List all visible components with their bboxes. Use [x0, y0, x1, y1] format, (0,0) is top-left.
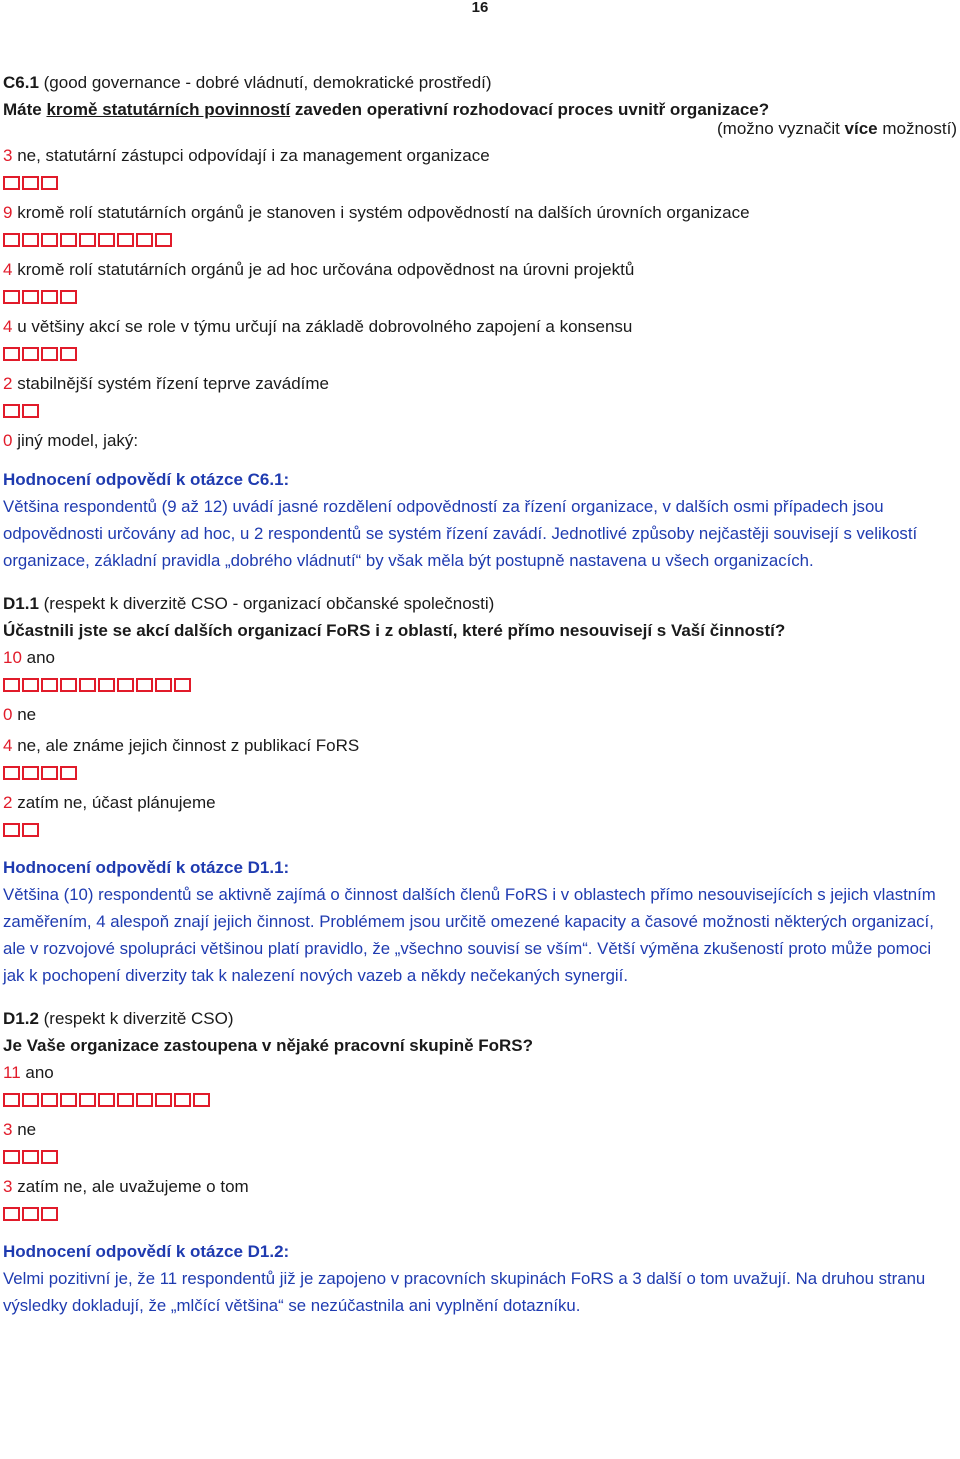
question-d12-header [3, 1005, 957, 1032]
evaluation-text: Velmi pozitivní je, že 11 respondentů již je zapojeno v pracovních skupinách FoRS a 3 další o tom uvažují. Na druhou stranu výsledky dokladují, že „mlčící většina“ se nezúčastnila ani vyplnění dotazníku. [3, 1269, 926, 1315]
answer-count: 9 [3, 203, 13, 222]
answer-text: kromě rolí statutárních orgánů je stanoven i systém odpovědností na dalších úrovních organizace [12, 203, 750, 222]
tally-box-icon [3, 1150, 20, 1164]
answer-text: zatím ne, účast plánujeme [12, 793, 216, 812]
tally-box-icon [22, 176, 39, 190]
question-code: C6.1 [3, 73, 39, 92]
answer-option [3, 1059, 957, 1086]
answer-count: 3 [3, 146, 13, 165]
evaluation-heading: Hodnocení odpovědí k otázce D1.2: [3, 1242, 290, 1261]
answer-count: 10 [3, 648, 22, 667]
tally-boxes [3, 1141, 957, 1173]
answer-option [3, 256, 957, 283]
answer-option [3, 313, 957, 340]
answer-text: u většiny akcí se role v týmu určují na základě dobrovolného zapojení a konsensu [12, 317, 633, 336]
tally-box-icon [136, 678, 153, 692]
tally-box-icon [22, 678, 39, 692]
tally-box-icon [193, 1093, 210, 1107]
tally-box-icon [41, 1150, 58, 1164]
tally-box-icon [41, 233, 58, 247]
tally-box-icon [136, 1093, 153, 1107]
answer-text: stabilnější systém řízení teprve zavádíme [12, 374, 329, 393]
tally-box-icon [41, 347, 58, 361]
answer-count: 3 [3, 1120, 13, 1139]
tally-box-icon [3, 404, 20, 418]
question-topic: (good governance - dobré vládnutí, demokratické prostředí) [38, 73, 492, 92]
tally-boxes [3, 338, 957, 370]
answer-text: ne, statutární zástupci odpovídají i za management organizace [12, 146, 490, 165]
question-d11-text: Účastnili jste se akcí dalších organizací FoRS i z oblastí, které přímo nesouvisejí s Vaší činností? [3, 621, 786, 640]
evaluation-heading: Hodnocení odpovědí k otázce D1.1: [3, 858, 290, 877]
tally-boxes [3, 1198, 957, 1230]
answer-count: 0 [3, 431, 13, 450]
answer-option [3, 427, 957, 454]
tally-box-icon [22, 1150, 39, 1164]
tally-box-icon [117, 1093, 134, 1107]
answer-option [3, 1173, 957, 1200]
tally-box-icon [3, 1207, 20, 1221]
tally-box-icon [117, 233, 134, 247]
evaluation-text: Většina (10) respondentů se aktivně zajímá o činnost dalších členů FoRS i v oblastech přímo nesouvisejících s jejich vlastním zaměřením, 4 alespoň znají jejich činnost. Problémem jsou určitě omezené kapacity a časové možnosti některých organizací, ale v rozvojové spolupráci většinou platí pravidlo, že „všechno souvisí se vším“. Větší výměna zkušeností proto může pomoci jak k pochopení diverzity tak k nalezení nových vazeb a někdy nečekaných synergií. [3, 885, 936, 985]
tally-box-icon [60, 347, 77, 361]
answer-text: jiný model, jaký: [12, 431, 139, 450]
answer-count: 4 [3, 317, 13, 336]
tally-box-icon [98, 678, 115, 692]
answer-text: ano [20, 1063, 54, 1082]
question-c61-header [3, 69, 957, 96]
tally-box-icon [22, 1093, 39, 1107]
answer-text: kromě rolí statutárních orgánů je ad hoc určována odpovědnost na úrovni projektů [12, 260, 635, 279]
tally-box-icon [79, 1093, 96, 1107]
answer-text: zatím ne, ale uvažujeme o tom [12, 1177, 249, 1196]
d11-options [3, 644, 957, 846]
tally-box-icon [155, 678, 172, 692]
answer-count: 4 [3, 736, 13, 755]
tally-box-icon [60, 678, 77, 692]
tally-box-icon [41, 1207, 58, 1221]
answer-count: 2 [3, 374, 13, 393]
tally-box-icon [60, 1093, 77, 1107]
tally-box-icon [174, 678, 191, 692]
answer-option [3, 701, 957, 728]
tally-boxes [3, 669, 957, 701]
tally-box-icon [41, 1093, 58, 1107]
answer-option [3, 789, 957, 816]
answer-count: 4 [3, 260, 13, 279]
answer-option [3, 142, 957, 169]
tally-box-icon [3, 766, 20, 780]
tally-box-icon [3, 233, 20, 247]
answer-count: 11 [3, 1063, 21, 1082]
tally-box-icon [60, 290, 77, 304]
tally-box-icon [22, 347, 39, 361]
d12-options [3, 1059, 957, 1230]
tally-box-icon [22, 823, 39, 837]
tally-box-icon [79, 233, 96, 247]
tally-boxes [3, 1084, 957, 1116]
question-code: D1.2 [3, 1009, 39, 1028]
question-topic: (respekt k diverzitě CSO) [38, 1009, 234, 1028]
answer-count: 2 [3, 793, 13, 812]
tally-boxes [3, 395, 957, 427]
tally-boxes [3, 814, 957, 846]
evaluation-heading: Hodnocení odpovědí k otázce C6.1: [3, 470, 290, 489]
document-body [3, 69, 957, 1319]
answer-count: 0 [3, 705, 13, 724]
answer-option [3, 732, 957, 759]
answer-option [3, 1116, 957, 1143]
tally-box-icon [3, 290, 20, 304]
tally-box-icon [136, 233, 153, 247]
tally-boxes [3, 281, 957, 313]
answer-text: ne, ale známe jejich činnost z publikací FoRS [12, 736, 360, 755]
tally-box-icon [22, 233, 39, 247]
tally-box-icon [41, 766, 58, 780]
answer-count: 3 [3, 1177, 13, 1196]
tally-box-icon [98, 233, 115, 247]
question-d12-text: Je Vaše organizace zastoupena v nějaké pracovní skupině FoRS? [3, 1036, 534, 1055]
question-d11-header [3, 590, 957, 617]
tally-box-icon [3, 823, 20, 837]
tally-box-icon [41, 678, 58, 692]
multi-choice-note: (možno vyznačit více možností) [717, 119, 957, 138]
tally-box-icon [22, 290, 39, 304]
tally-box-icon [3, 678, 20, 692]
tally-box-icon [98, 1093, 115, 1107]
answer-text: ne [12, 705, 37, 724]
tally-box-icon [22, 1207, 39, 1221]
page-number: 16 [471, 0, 489, 16]
tally-box-icon [3, 1093, 20, 1107]
tally-box-icon [3, 176, 20, 190]
evaluation-text: Většina respondentů (9 až 12) uvádí jasné rozdělení odpovědností za řízení organizace, v dalších osmi případech jsou odpovědnosti určovány ad hoc, u 2 respondentů se systém řízení zavádí. Jednotlivé způsoby nejčastěji souvisejí s velikostí organizace, základní pravidla „dobrého vládnutí“ by však měla být postupně nastavena u všech organizacích. [3, 497, 918, 570]
question-c61-text: Máte kromě statutárních povinností zaveden operativní rozhodovací proces uvnitř organizace? [3, 100, 770, 119]
tally-box-icon [22, 766, 39, 780]
question-code: D1.1 [3, 594, 39, 613]
answer-text: ano [21, 648, 56, 667]
tally-box-icon [60, 233, 77, 247]
tally-box-icon [22, 404, 39, 418]
tally-box-icon [41, 290, 58, 304]
c61-options [3, 142, 957, 458]
tally-box-icon [79, 678, 96, 692]
answer-text: ne [12, 1120, 37, 1139]
tally-box-icon [41, 176, 58, 190]
question-topic: (respekt k diverzitě CSO - organizací občanské společnosti) [38, 594, 495, 613]
tally-box-icon [174, 1093, 191, 1107]
tally-boxes [3, 224, 957, 256]
tally-box-icon [60, 766, 77, 780]
answer-option [3, 370, 957, 397]
tally-box-icon [155, 1093, 172, 1107]
tally-box-icon [155, 233, 172, 247]
tally-boxes [3, 757, 957, 789]
answer-option [3, 199, 957, 226]
tally-boxes [3, 167, 957, 199]
answer-option [3, 644, 957, 671]
tally-box-icon [117, 678, 134, 692]
tally-box-icon [3, 347, 20, 361]
